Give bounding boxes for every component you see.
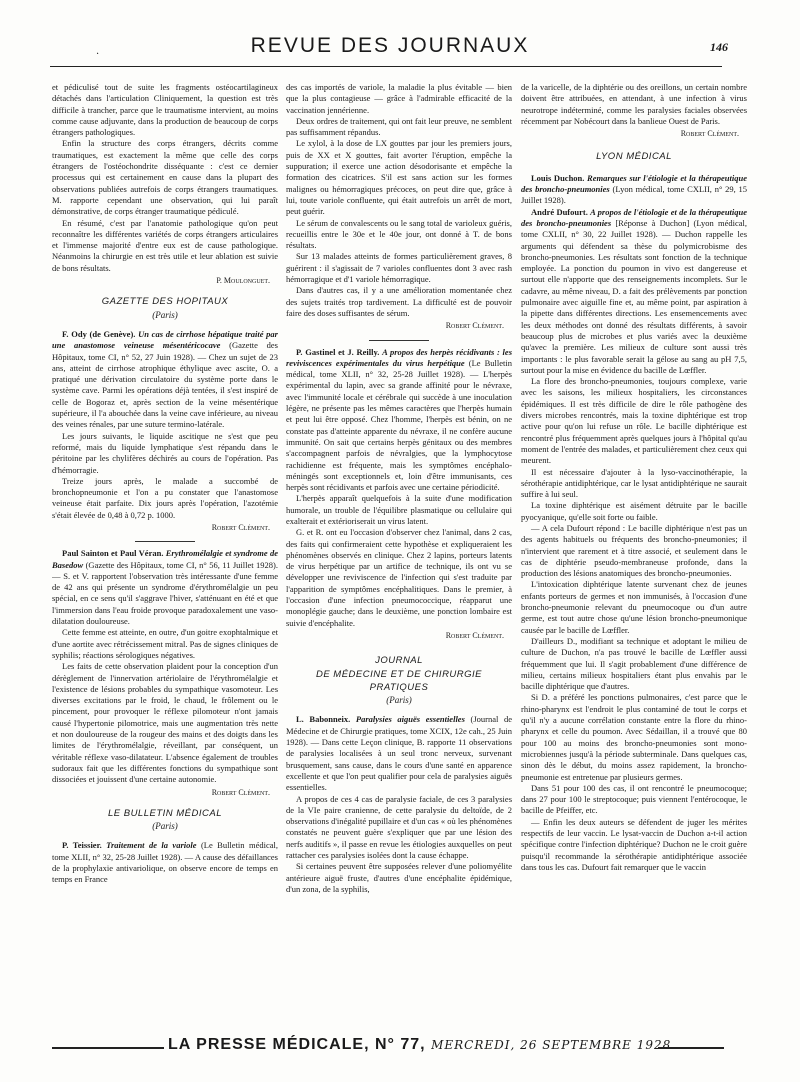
article	[52, 548, 278, 627]
article	[521, 173, 747, 207]
separator	[135, 541, 195, 542]
signature: Robert Clément.	[445, 630, 504, 640]
article-title: Erythromélalgie et syndrome de Basedow	[52, 548, 278, 570]
article-author: P. Teissier.	[62, 840, 102, 851]
article-text: (Lyon médical, tome CXLII, n° 29, 15 Juillet 1928).	[521, 184, 747, 206]
footer-date: MERCREDI, 26 SEPTEMBRE 1928	[431, 1038, 672, 1052]
paragraph: de la varicelle, de la diphtérie ou des oreillons, un certain nombre doivent être attribuées, en attendant, à une infection à virus neurotrope indéterminé, comme les paralysies faciales observées récemment par Nobécourt dans la banlieue Ouest de Paris.	[521, 82, 747, 126]
paragraph: La toxine diphtérique est aisément détruite par le bacille pyocyanique, qu'elle soit forte ou faible.	[521, 500, 747, 522]
column-1	[52, 82, 278, 1032]
article-title: Paralysies aiguës essentielles	[355, 714, 465, 725]
paragraph: — Enfin les deux auteurs se défendent de juger les mérites respectifs de leur vaccin. Le lysat-vaccin de Duchon a-t-il action spécifique contre l'infection diphtérique? Duchon ne le croit guère puisqu'il recommande la sérothérapie antidiphtérique associée dans tous les cas. Dufourt fait remarquer que le vaccin	[521, 816, 747, 872]
page-footer	[52, 1036, 724, 1060]
paragraph: Enfin la structure des corps étrangers, décrits comme traumatiques, est exactement la même que celle des corps étrangers de l'ostéochondrite disséquante : c'est ce dernier processus qui est certainement en cause dans la plupart des observations publiées autrefois de corps étrangers traumatiques. M. rapporte cependant une observation, qui lui paraît démonstrative, de corps étranger traumatique pédiculé.	[52, 138, 278, 217]
paragraph: Deux ordres de traitement, qui ont fait leur preuve, ne semblent pas suffisamment répandus.	[286, 115, 512, 138]
section-location: (Paris)	[152, 821, 178, 832]
signature: P. Moulonguet.	[216, 276, 270, 286]
section-title: JOURNAL	[375, 655, 423, 667]
paragraph: L'herpès apparaît quelquefois à la suite d'une modification humorale, un trouble de l'équilibre plasmatique ou cellulaire qui exalterait et extérioriserait un virus latent.	[286, 493, 512, 526]
footer-text	[168, 1036, 671, 1054]
footer-journal: LA PRESSE MÉDICALE, N° 77,	[168, 1036, 426, 1053]
article-author: P. Gastinel et J. Reilly.	[296, 346, 380, 357]
page-header	[60, 34, 728, 64]
article	[521, 207, 747, 376]
header-mark: .	[96, 46, 100, 57]
paragraph: Les jours suivants, le liquide ascitique ne s'est que peu reformé, mais du liquide lymphatique s'est répandu dans le péritoine par les chylifères déchirés au cours de l'opération. Pas d'hémorragie.	[52, 430, 278, 475]
paragraph: Treize jours après, le malade a succombé de bronchopneumonie et l'on a pu constater que l'anastomose veineuse était parfaite. Dix jours après l'opération, l'azotémie s'était élevée de 0,48 à 0,72 p. 1000.	[52, 475, 278, 520]
paragraph: Le xylol, à la dose de LX gouttes par jour les premiers jours, puis de XX et X gouttes, fait avorter l'éruption, empêche la suppuration; il exerce une action désodorisante et empêche la formation des cicatrices. S'il est sans action sur les formes malignes ou hémorragiques précoces, on peut dire que, grâce à lui, toute variole confluente, qui était autrefois un arrêt de mort, peut guérir.	[286, 138, 512, 217]
article-text: (Journal de Médecine et de Chirurgie pratiques, tome XCIX, 12e cah., 25 Juin 1928). — Dans cette Leçon clinique, B. rapporte 11 observations de paralysies localisées à un seul tronc nerveux, survenant brusquement, sans cause, dans le cours d'une santé en apparence excellente et que l'on peut qualifier pour cela de paralysies aiguës essentielles.	[286, 714, 512, 793]
signature: Robert Clément.	[211, 522, 270, 532]
signature: Robert Clément.	[680, 129, 739, 139]
article-text: [Réponse à Duchon] (Lyon médical, tome CXLII, n° 30, 22 Juillet 1928). — Duchon rappelle les arguments qui défendent sa thèse du polymicrobisme des broncho-pneumonies. Les résultats sont fonction de la technique employée. La ponction du poumon in vivo est dangereuse et surtout elle n'apporte que des renseignements incomplets. Sur le cadavre, au même niveau, D. a fait des prélèvements par ponction pulmonaire avec aiguille fine et, au même point, par aspiration à la pipette dans différentes directions. Les ensemencements avec les deux méthodes ont donné des résultats différents, à savoir beaucoup plus de microbes et plus variés avec la deuxième qu'avec la première. Les milieux de culture sont aussi très importants : le plus favorable serait la gélose au sang au pH 7,5, surtout pour la mise en évidence du bacille de Lœffler.	[521, 217, 747, 375]
article-text: (Gazette des Hôpitaux, tome CI, n° 52, 27 Juin 1928). — Chez un sujet de 23 ans, atteint de cirrhose atrophique éthylique avec ascite, O. a pratiqué une dérivation circulatoire du système porte dans le système cave. Parmi les opérations déjà tentées, il s'est inspiré de celle de Bogoraz et, après section de la veine mésentérique supérieure, il l'a abouchée dans la veine cave inférieure, au niveau des veines rénales, par une suture termino-latérale.	[52, 340, 278, 430]
paragraph: Sur 13 malades atteints de formes particulièrement graves, 8 guérirent : il s'agissait de 7 varioles confluentes dont 3 avec rash hémorragique et d'1 variole hémorragique.	[286, 251, 512, 285]
section-location: (Paris)	[386, 695, 412, 706]
article-text: (Le Bulletin médical, tome XLII, n° 32, 25-28 Juillet 1928). — L'herpès expérimental du lapin, avec sa grande affinité pour le névraxe, avec l'immunité locale et cérébrale qui succède à une inoculation légère, ne présente pas les mêmes caractères que l'herpès humain et peut lui être opposé. Chez l'homme, l'herpès est bénin, on ne constate pas d'atteinte apparente du névraxe, il ne confère aucune immunité. On sait que certains herpès génitaux ou des membres s'accompagnent parfois de névralgies, que la lymphocytose rachidienne est fréquente, mais les symptômes encéphalo-méningés sont exceptionnels et, loin d'être immunisants, ces herpès sont récidivants et parfois avec une certaine périodicité.	[286, 357, 512, 493]
paragraph: Dans d'autres cas, il y a une amélioration momentanée chez des sujets traités trop tardivement. La difficulté est de pouvoir faire des doses suffisantes de sérum.	[286, 285, 512, 318]
paragraph: Les faits de cette observation plaident pour la conception d'un dérèglement de l'innervation artériolaire de l'érythromélalgie et l'existence de lésions probables du sympathique vasomoteur. Les diverses excitations par le froid, le chaud, le frôlement ou le pincement, pour provoquer le réflexe pilomoteur n'ont jamais causé l'hypertonie pilomotrice, mais une augmentation très nette et non douloureuse de la rougeur des mains et des doigts dans les limites de l'érythromélalgie, réveillant, par conséquent, un véritable réflexe vaso-dilatateur. L'absence également de troubles sudoraux fait que les différentes fonctions du sympathique sont dissociées et jouissent d'une certaine autonomie.	[52, 661, 278, 785]
paragraph: D'ailleurs D., modifiant sa technique et adoptant le milieu de culture de Duchon, n'a pas trouvé le bacille de Lœffler aussi fréquemment que lui. Il s'agit probablement d'une différence de milieu, certains milieux hospitaliers étant plus envahis par le bacille diphtérique que d'autres.	[521, 635, 747, 692]
article-author: Paul Sainton et Paul Véran.	[62, 548, 164, 559]
paragraph: et pédiculisé tout de suite les fragments ostéocartilagineux détachés dans l'articulation Cliniquement, la question est très difficile à trancher, parce que le traumatisme intervient, au moins comme cause adjuvante, dans la production de beaucoup de corps étrangers pathologiques.	[52, 82, 278, 138]
paragraph: des cas importés de variole, la maladie la plus évitable — bien que la plus contagieuse — grâce à l'admirable efficacité de la vaccination jennérienne.	[286, 82, 512, 115]
article-title: A propos des herpès récidivants : les reviviscences expérimentales du virus herpétique	[286, 346, 512, 368]
article	[52, 329, 278, 431]
section-title: LE BULLETIN MÉDICAL	[107, 807, 223, 819]
article-title: Un cas de cirrhose hépatique traité par une anastomose veineuse mésentéricocave	[52, 328, 278, 351]
article-author: Louis Duchon.	[531, 172, 585, 183]
page-number: 146	[710, 40, 728, 54]
paragraph: Le sérum de convalescents ou le sang total de varioleux guéris, recueillis entre le 30e et le 40e jour, ont donné à T. de bons résultats.	[286, 217, 512, 251]
footer-rule-right	[658, 1047, 724, 1049]
paragraph: Si D. a préféré les ponctions pulmonaires, c'est parce que le rhino-pharynx est l'endroit le plus contaminé de tout le corps et qu'il n'y a aucune corrélation constante entre la flore du rhino-pharynx et celle du poumon. Avec Sédaillan, il a trouvé que 80 pour 100 au moins des broncho-pneumonies sont mono-microbiennes jusqu'à la période subterminale. Dans quelques cas, sinon dès le début, du moins assez rapidement, la broncho-pneumonie est entretenue par plusieurs germes.	[521, 692, 747, 782]
article-title: A propos de l'étiologie et de la thérapeutique des broncho-pneumonies	[521, 206, 747, 228]
column-3	[521, 82, 747, 1032]
article-author: André Dufourt.	[531, 206, 588, 217]
column-2	[286, 82, 512, 1032]
paragraph: Dans 51 pour 100 des cas, il ont rencontré le pneumocoque; dans 27 pour 100 le streptocoque; puis viennent l'entérocoque, le bacille de Pfeiffer, etc.	[521, 782, 747, 816]
article-author: L. Babonneix.	[296, 714, 351, 725]
section-title-line3: PRATIQUES	[369, 681, 429, 693]
article-title: Traitement de la variole	[106, 840, 197, 851]
section-location: (Paris)	[152, 309, 178, 320]
article	[286, 714, 512, 793]
article	[286, 347, 512, 494]
article	[52, 840, 278, 885]
signature: Robert Clément.	[445, 321, 504, 331]
article-text: (Le Bulletin médical, tome XLII, n° 32, 25-28 Juillet 1928). — A cause des défaillances de la prophylaxie antivariolique, on observe encore de temps en temps en France	[52, 840, 278, 885]
section-title-line2: DE MÉDECINE ET DE CHIRURGIE	[315, 668, 483, 680]
section-title: LYON MÉDICAL	[596, 151, 672, 163]
footer-rule-left	[52, 1047, 164, 1049]
running-title: REVUE DES JOURNAUX	[250, 34, 530, 57]
section-title: GAZETTE DES HOPITAUX	[101, 296, 229, 308]
article-text: (Gazette des Hôpitaux, tome CI, n° 56, 11 Juillet 1928). — S. et V. rapportent l'observation très intéressante d'une femme de 42 ans qui présente un syndrome d'érythromélalgie un peu spécial, en ce sens qu'il s'aggrave l'hiver, s'atténuant en été et que l'immersion dans l'eau froide provoque paradoxalement une vaso-dilatation douloureuse.	[52, 559, 278, 627]
paragraph: Il est nécessaire d'ajouter à la lyso-vaccinothérapie, la sérothérapie antidiphtérique, car le lysat antidiphtérique ne saurait suffire à lui seul.	[521, 466, 747, 500]
paragraph: A propos de ces 4 cas de paralysie faciale, de ces 3 paralysies de la VIe paire cranienne, de cette paralysie du deltoïde, de 2 observations d'inégalité pupillaire et d'un cas « où les phénomènes constatés ne peuvent guère s'expliquer que par une lésion des nerfs auditifs », il passe en revue les étiologies auxquelles on peut rattacher ces paralysies isolées dont la cause échappe.	[286, 793, 512, 860]
paragraph: La flore des broncho-pneumonies, toujours complexe, varie avec les saisons, les milieux hospitaliers, les circonstances épidémiques. Il est très difficile de dire le rôle pathogène des divers microbes rencontrés, mais la toxine diphtérique est trop active pour qu'on lui refuse un rôle. Le bacille diphtérique est rencontré plus fréquemment après quelques jours à l'hôpital qu'au moment de l'entrée des malades, et particulièrement chez ceux qui meurent.	[521, 376, 747, 466]
paragraph: Cette femme est atteinte, en outre, d'un goitre exophtalmique et d'une aortite avec rétrécissement mitral. Pas de signes cliniques de syphilis; réactions sérologiques négatives.	[52, 627, 278, 660]
signature: Robert Clément.	[211, 787, 270, 797]
header-rule	[50, 66, 722, 67]
separator	[369, 340, 429, 341]
paragraph: Si certaines peuvent être supposées relever d'une poliomyélite antérieure aiguë fruste, d'autres d'une encéphalite épidémique, d'un zona, de la syphilis,	[286, 861, 512, 894]
article-title: Remarques sur l'étiologie et la thérapeutique des broncho-pneumonies	[521, 172, 747, 195]
article-author: F. Ody (de Genève).	[62, 328, 136, 339]
paragraph: — A cela Dufourt répond : Le bacille diphtérique n'est pas un des agents habituels ou fréquents des broncho-pneumonies; il n'intervient que rarement et à titre associé, et seulement dans le cas de diphtérie pseudo-membraneuse profonde, dans la production des lésions anatomiques des broncho-pneumonies.	[521, 522, 747, 579]
paragraph: G. et R. ont eu l'occasion d'observer chez l'animal, dans 2 cas, des faits qui confirmeraient cette hypothèse et expliqueraient les phénomènes observés en clinique. Chez 2 lapins, porteurs latents de virus herpétique par un artifice de technique, ils ont vu se développer une reviviscence de l'infection qui s'est traduite par l'apparition de symptômes encéphalitiques. Dans le premier, à l'occasion d'une infection pneumococcique, réapparut une monoplégie gauche; dans le deuxième, une ponction lombaire est suivie d'encéphalite.	[286, 527, 512, 628]
paragraph: En résumé, c'est par l'anatomie pathologique qu'on peut reconnaître les différentes variétés de corps étrangers articulaires et l'immense majorité d'entre eux est de cause pathologique. Néanmoins la chirurgie en est très utile et leur ablation est suivie de bons résultats.	[52, 217, 278, 273]
paragraph: L'intoxication diphtérique latente survenant chez de jeunes enfants porteurs de germes et non immunisés, à l'occasion d'une broncho-pneumonie relevant du pneumocoque ou d'un autre germe, est tout autre chose qu'une lésion broncho-pneumonique causée par le bacille de Lœffler.	[521, 579, 747, 635]
